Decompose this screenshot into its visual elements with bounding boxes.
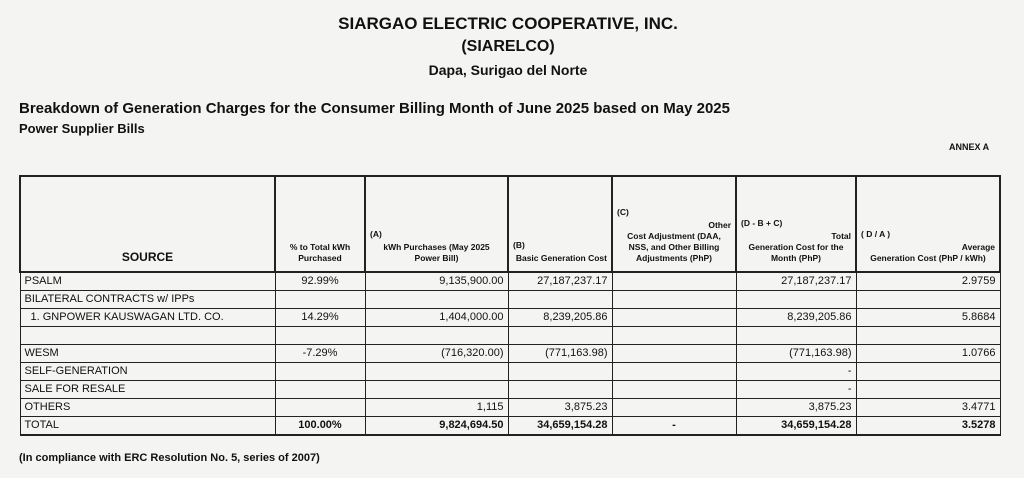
cell-pct <box>275 363 365 381</box>
table-row <box>20 363 1000 381</box>
organization-address: Dapa, Surigao del Norte <box>428 62 588 78</box>
cell-average: 3.5278 <box>856 417 1000 436</box>
organization-abbreviation: (SIARELCO) <box>461 38 555 55</box>
cell-total: 27,187,237.17 <box>736 272 856 291</box>
cell-other <box>612 309 736 327</box>
cell-source: PSALM <box>20 272 275 291</box>
cell-kwh <box>365 327 508 345</box>
cell-other <box>612 272 736 291</box>
cell-average: 5.8684 <box>856 309 1000 327</box>
cell-total: (771,163.98) <box>736 345 856 363</box>
cell-average <box>856 327 1000 345</box>
cell-source: OTHERS <box>20 399 275 417</box>
cell-pct: -7.29% <box>275 345 365 363</box>
table-row <box>20 309 1000 327</box>
cell-source: BILATERAL CONTRACTS w/ IPPs <box>20 291 275 309</box>
cell-basic <box>508 363 612 381</box>
cell-basic: (771,163.98) <box>508 345 612 363</box>
cell-other <box>612 345 736 363</box>
cell-source: WESM <box>20 345 275 363</box>
document-subtitle: Power Supplier Bills <box>19 121 145 136</box>
cell-basic <box>508 381 612 399</box>
col-header-average: ( D / A ) Average Generation Cost (PhP / kWh) <box>856 176 1000 272</box>
cell-pct <box>275 381 365 399</box>
cell-other: - <box>612 417 736 436</box>
cell-kwh <box>365 381 508 399</box>
col-header-total: (D - B + C) Total Generation Cost for the Month (PhP) <box>736 176 856 272</box>
organization-name: SIARGAO ELECTRIC COOPERATIVE, INC. <box>338 14 678 33</box>
cell-total: 3,875.23 <box>736 399 856 417</box>
annex-label: ANNEX A <box>949 142 990 152</box>
table-row <box>20 345 1000 363</box>
document-title: Breakdown of Generation Charges for the Consumer Billing Month of June 2025 based on May 2025 <box>19 100 730 117</box>
cell-other <box>612 363 736 381</box>
table-row <box>20 272 1000 291</box>
cell-average: 3.4771 <box>856 399 1000 417</box>
cell-kwh: 9,824,694.50 <box>365 417 508 436</box>
cell-basic: 3,875.23 <box>508 399 612 417</box>
cell-total: 34,659,154.28 <box>736 417 856 436</box>
cell-other <box>612 291 736 309</box>
cell-average <box>856 381 1000 399</box>
cell-pct <box>275 327 365 345</box>
cell-total: - <box>736 381 856 399</box>
cell-source <box>20 327 275 345</box>
table-row <box>20 399 1000 417</box>
cell-pct: 100.00% <box>275 417 365 436</box>
generation-charges-table <box>19 175 1001 436</box>
cell-basic <box>508 291 612 309</box>
cell-other <box>612 327 736 345</box>
cell-source: TOTAL <box>20 417 275 436</box>
col-header-kwh: (A) kWh Purchases (May 2025 Power Bill) <box>365 176 508 272</box>
cell-total: - <box>736 363 856 381</box>
cell-pct <box>275 399 365 417</box>
cell-average <box>856 363 1000 381</box>
col-header-other: (C) Other Cost Adjustment (DAA, NSS, and Other Billing Adjustments (PhP) <box>612 176 736 272</box>
cell-basic <box>508 327 612 345</box>
cell-average: 1.0766 <box>856 345 1000 363</box>
col-header-source: SOURCE <box>20 176 275 272</box>
cell-other <box>612 381 736 399</box>
cell-basic: 34,659,154.28 <box>508 417 612 436</box>
table-row <box>20 327 1000 345</box>
cell-pct: 92.99% <box>275 272 365 291</box>
cell-source: 1. GNPOWER KAUSWAGAN LTD. CO. <box>20 309 275 327</box>
cell-average <box>856 291 1000 309</box>
cell-kwh <box>365 291 508 309</box>
table-header-row <box>20 176 1000 272</box>
cell-pct: 14.29% <box>275 309 365 327</box>
cell-total <box>736 291 856 309</box>
cell-kwh: 9,135,900.00 <box>365 272 508 291</box>
cell-average: 2.9759 <box>856 272 1000 291</box>
cell-kwh <box>365 363 508 381</box>
cell-other <box>612 399 736 417</box>
cell-pct <box>275 291 365 309</box>
table-row <box>20 381 1000 399</box>
cell-kwh: 1,115 <box>365 399 508 417</box>
cell-kwh: (716,320.00) <box>365 345 508 363</box>
table-row <box>20 291 1000 309</box>
cell-kwh: 1,404,000.00 <box>365 309 508 327</box>
table-total-row <box>20 417 1000 436</box>
cell-total <box>736 327 856 345</box>
cell-basic: 8,239,205.86 <box>508 309 612 327</box>
footnote: (In compliance with ERC Resolution No. 5, series of 2007) <box>19 452 320 464</box>
col-header-basic: (B) Basic Generation Cost <box>508 176 612 272</box>
cell-source: SALE FOR RESALE <box>20 381 275 399</box>
cell-total: 8,239,205.86 <box>736 309 856 327</box>
cell-source: SELF-GENERATION <box>20 363 275 381</box>
col-header-pct: % to Total kWh Purchased <box>275 176 365 272</box>
cell-basic: 27,187,237.17 <box>508 272 612 291</box>
